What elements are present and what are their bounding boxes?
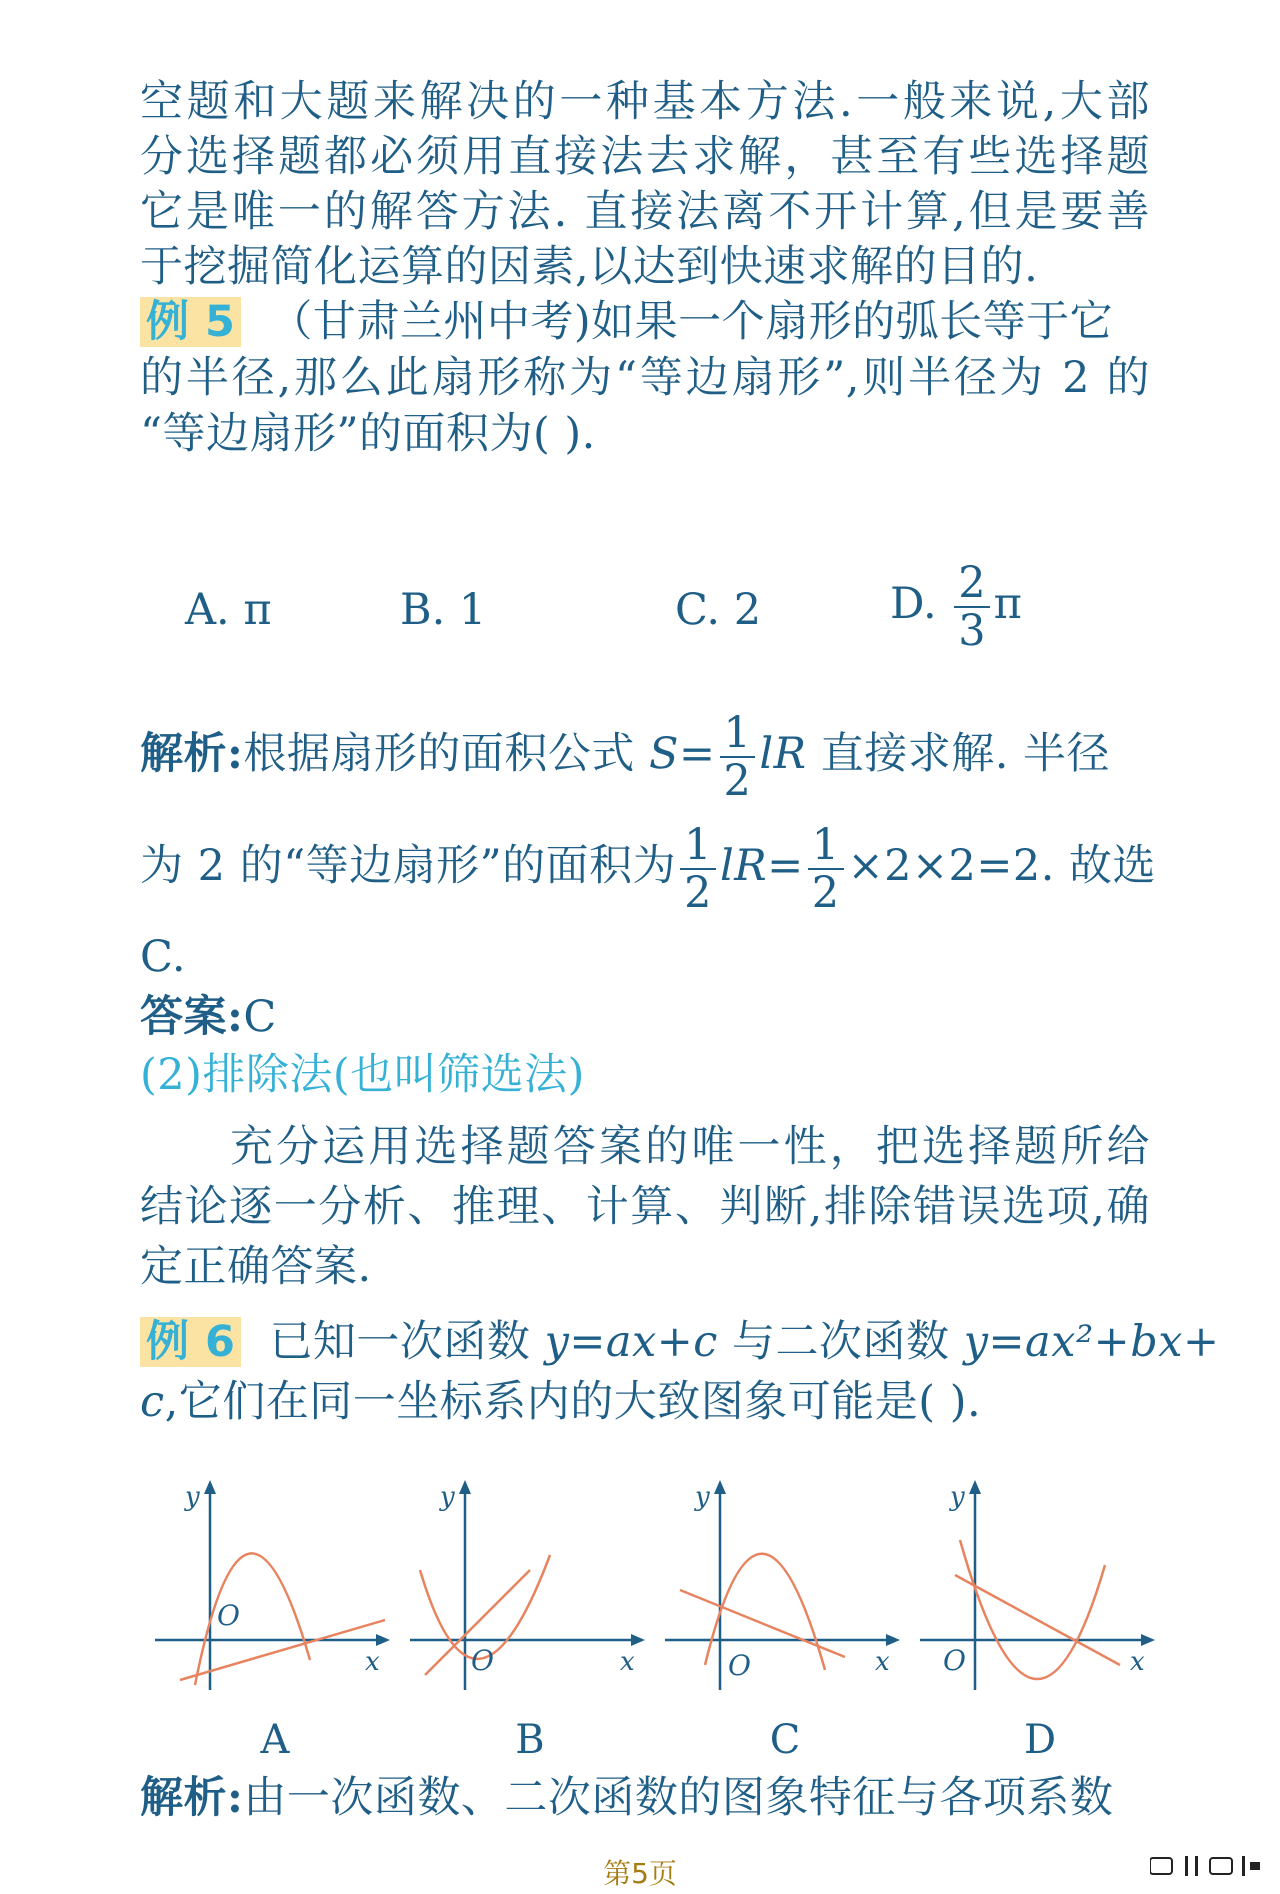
formula-lr-eq: lR= — [720, 841, 804, 891]
analysis-6-text: 由一次函数、二次函数的图象特征与各项系数 — [243, 1773, 1114, 1823]
choice-d-fraction — [954, 560, 989, 654]
example-5-tag: 例 5 — [140, 297, 241, 347]
graph-a-y-label: y — [185, 1482, 200, 1512]
choice-d-denominator: 3 — [958, 606, 986, 656]
fraction-half-3 — [808, 822, 844, 916]
graph-d-y-label: y — [950, 1482, 965, 1512]
analysis-5-label: 解析: — [140, 729, 244, 779]
graph-c — [660, 1465, 910, 1763]
page-number: 第5页 — [603, 1857, 677, 1890]
analysis-5-text-1a: 根据扇形的面积公式 — [243, 729, 650, 779]
analysis-5-line-3: C. — [140, 932, 187, 982]
graph-a — [150, 1465, 400, 1763]
example-6-line-1 — [140, 1312, 1220, 1372]
section-2-para-line-2: 结论逐一分析、推理、计算、判断,排除错误选项,确 — [140, 1182, 1150, 1232]
page-nav-icon[interactable] — [1150, 1856, 1260, 1876]
intro-line-2: 分选择题都必须用直接法去求解，甚至有些选择题 — [140, 132, 1150, 182]
graph-d-origin-label: O — [943, 1644, 966, 1677]
graph-a-origin-label: O — [217, 1599, 240, 1632]
fraction-numerator: 1 — [720, 710, 756, 758]
choice-c: C. 2 — [675, 585, 762, 635]
intro-line-4: 于挖掘简化运算的因素,以达到快速求解的目的. — [140, 242, 1039, 292]
analysis-5-line-1 — [140, 710, 1150, 804]
graph-b-y-label: y — [440, 1482, 455, 1512]
choice-a: A. π — [185, 585, 272, 635]
graph-a-x-label: x — [365, 1647, 380, 1677]
constant-c: c — [140, 1377, 165, 1427]
fraction-half-2 — [680, 822, 716, 916]
section-2-heading: (2)排除法(也叫筛选法) — [140, 1050, 585, 1100]
graph-c-y-label: y — [695, 1482, 710, 1512]
intro-line-1: 空题和大题来解决的一种基本方法.一般来说,大部 — [140, 77, 1150, 127]
graph-c-svg — [660, 1465, 910, 1725]
graph-d — [915, 1465, 1165, 1763]
answer-5-line — [140, 987, 1150, 1047]
graph-c-label: C — [769, 1717, 801, 1763]
graph-c-x-label: x — [875, 1647, 890, 1677]
fraction-denominator: 2 — [723, 756, 752, 806]
choice-d-prefix: D. — [890, 579, 937, 629]
quadratic-function-formula: y=ax²+bx+ — [963, 1317, 1220, 1367]
example-6-text-1a: 已知一次函数 — [269, 1317, 545, 1367]
fraction-numerator: 1 — [680, 822, 716, 870]
choice-d — [890, 560, 1022, 654]
formula-s: S= — [649, 729, 716, 779]
fraction-half-1 — [720, 710, 756, 804]
choice-d-suffix: π — [993, 579, 1022, 629]
graph-a-label: A — [260, 1717, 290, 1763]
intro-line-3: 它是唯一的解答方法. 直接法离不开计算,但是要善 — [140, 187, 1150, 237]
fraction-denominator: 2 — [811, 868, 840, 918]
graph-b-label: B — [515, 1717, 545, 1763]
graph-c-origin-label: O — [728, 1649, 751, 1682]
choice-d-numerator: 2 — [954, 560, 989, 608]
graph-d-x-label: x — [1130, 1647, 1145, 1677]
example-5-line-2: 的半径,那么此扇形称为“等边扇形”,则半径为 2 的 — [140, 353, 1150, 403]
graph-b-origin-label: O — [471, 1644, 494, 1677]
graph-d-svg — [915, 1465, 1165, 1725]
example-6-line-2 — [140, 1372, 1150, 1432]
choice-b: B. 1 — [400, 585, 487, 635]
example-6-tag: 例 6 — [140, 1317, 241, 1367]
graph-b — [405, 1465, 655, 1763]
example-6-text-2: ,它们在同一坐标系内的大致图象可能是( ). — [164, 1377, 982, 1427]
analysis-6-line — [140, 1768, 1150, 1828]
answer-label: 答案: — [140, 992, 244, 1042]
example-5-text-1: （甘肃兰州中考)如果一个扇形的弧长等于它 — [269, 297, 1114, 347]
analysis-6-label: 解析: — [140, 1773, 244, 1823]
analysis-5-text-2a: 为 2 的“等边扇形”的面积为 — [140, 841, 677, 891]
graph-a-svg — [150, 1465, 400, 1725]
function-graphs — [140, 1465, 1160, 1785]
example-5-line-1 — [140, 292, 1150, 352]
graph-b-svg — [405, 1465, 655, 1725]
graph-b-x-label: x — [620, 1647, 635, 1677]
fraction-numerator: 1 — [808, 822, 844, 870]
analysis-5-text-2b: ×2×2=2. 故选 — [847, 841, 1157, 891]
analysis-5-line-2 — [140, 820, 1157, 918]
section-2-para-line-1: 充分运用选择题答案的唯一性，把选择题所给 — [230, 1122, 1150, 1172]
analysis-5-text-1b: 直接求解. 半径 — [806, 729, 1111, 779]
formula-lr: lR — [759, 729, 807, 779]
example-5-line-3: “等边扇形”的面积为( ). — [140, 409, 596, 459]
graph-d-label: D — [1023, 1717, 1057, 1763]
section-2-para-line-3: 定正确答案. — [140, 1242, 372, 1292]
answer-value: C — [243, 992, 277, 1042]
fraction-denominator: 2 — [684, 868, 713, 918]
example-6-text-1b: 与二次函数 — [717, 1317, 964, 1367]
linear-function-formula: y=ax+c — [544, 1317, 718, 1367]
